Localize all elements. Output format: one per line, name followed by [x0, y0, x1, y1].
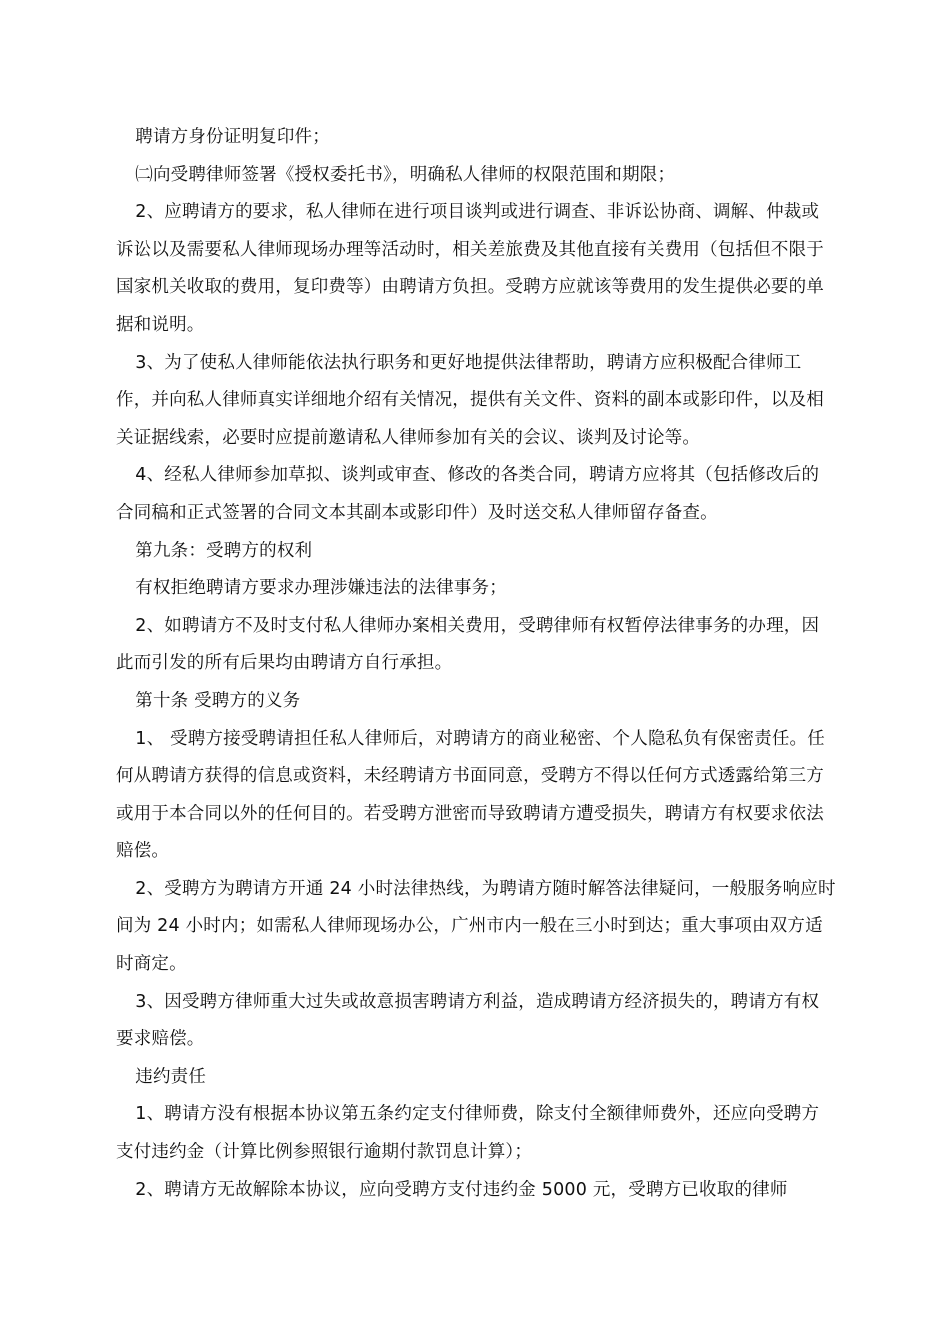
- section-heading-article-10: 第十条 受聘方的义务: [135, 690, 301, 711]
- paragraph-hotline: 2、受聘方为聘请方开通 24 小时法律热线，为聘请方随时解答法律疑问，一般服务响应时间为 24 小时内；如需私人律师现场办公，广州市内一般在三小时到达；重大事项由双方适时商定。: [116, 878, 836, 975]
- paragraph-suspend-service: 2、如聘请方不及时支付私人律师办案相关费用，受聘律师有权暂停法律事务的办理，因此而引发的所有后果均由聘请方自行承担。: [116, 615, 820, 674]
- paragraph-authorization-letter: ㈡向受聘律师签署《授权委托书》，明确私人律师的权限范围和期限；: [135, 164, 676, 185]
- paragraph-compensation: 3、因受聘方律师重大过失或故意损害聘请方利益，造成聘请方经济损失的，聘请方有权要求赔偿。: [116, 991, 820, 1050]
- paragraph-contract-archive: 4、经私人律师参加草拟、谈判或审查、修改的各类合同，聘请方应将其（包括修改后的合同稿和正式签署的合同文本其副本或影印件）及时送交私人律师留存备查。: [116, 465, 820, 523]
- paragraph-expenses: 2、应聘请方的要求，私人律师在进行项目谈判或进行调查、非诉讼协商、调解、仲裁或诉讼以及需要私人律师现场办理等活动时，相关差旅费及其他直接有关费用（包括但不限于国家机关收取的费用，复印费等）由聘请方负担。受聘方应就该等费用的发生提供必要的单据和说明。: [116, 202, 824, 335]
- section-heading-liability: 违约责任: [135, 1066, 207, 1087]
- document-body: [116, 119, 836, 1209]
- section-heading-article-9: 第九条：受聘方的权利: [135, 540, 313, 561]
- paragraph-confidentiality: 1、 受聘方接受聘请担任私人律师后，对聘请方的商业秘密、个人隐私负有保密责任。任何从聘请方获得的信息或资料，未经聘请方书面同意，受聘方不得以任何方式透露给第三方或用于本合同以外的任何目的。若受聘方泄密而导致聘请方遭受损失，聘请方有权要求依法赔偿。: [116, 728, 825, 862]
- paragraph-termination-penalty: 2、聘请方无故解除本协议，应向受聘方支付违约金 5000 元，受聘方已收取的律师: [135, 1179, 788, 1200]
- paragraph-client-id-copy: 聘请方身份证明复印件；: [135, 127, 330, 147]
- paragraph-refuse-illegal: 有权拒绝聘请方要求办理涉嫌违法的法律事务；: [135, 578, 507, 599]
- paragraph-late-payment-penalty: 1、聘请方没有根据本协议第五条约定支付律师费，除支付全额律师费外，还应向受聘方支付违约金（计算比例参照银行逾期付款罚息计算）；: [116, 1104, 820, 1163]
- paragraph-cooperation: 3、为了使私人律师能依法执行职务和更好地提供法律帮助，聘请方应积极配合律师工作，并向私人律师真实详细地介绍有关情况，提供有关文件、资料的副本或影印件，以及相关证据线索，必要时应提前邀请私人律师参加有关的会议、谈判及讨论等。: [116, 352, 824, 448]
